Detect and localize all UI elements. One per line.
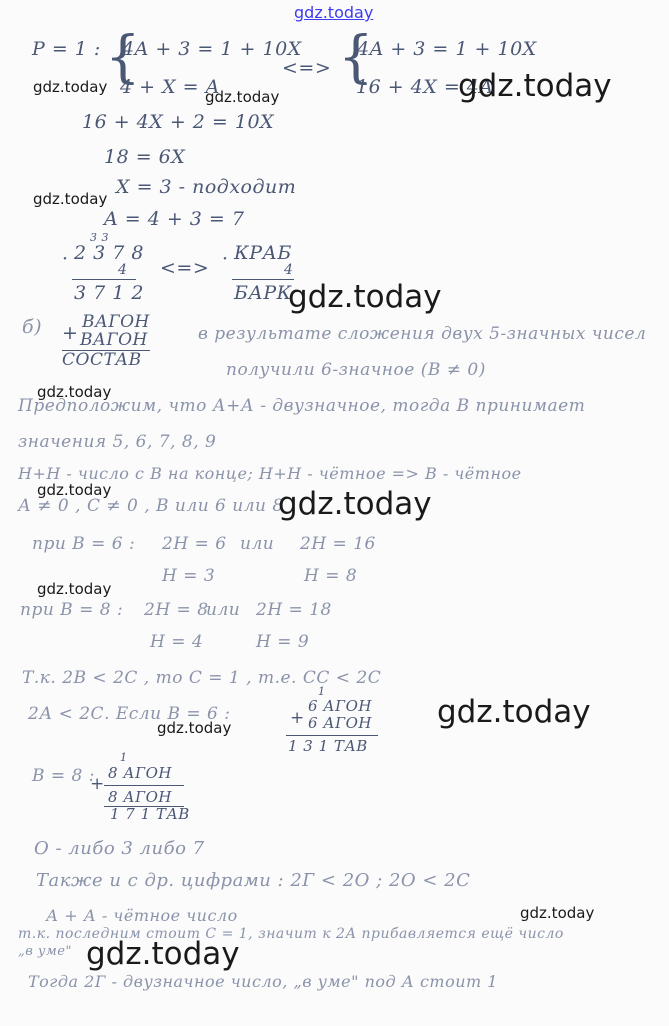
paragraph-since: т.к. последним стоит С = 1, значит к 2А прибавляется ещё число bbox=[18, 926, 564, 942]
watermark-top: gdz.today bbox=[294, 3, 374, 22]
column-top: ВАГОН bbox=[82, 312, 150, 332]
brace-right-system: { bbox=[338, 25, 374, 90]
paragraph-4: А ≠ 0 , С ≠ 0 , В или 6 или 8 bbox=[18, 496, 284, 516]
equation-line-3: 18 = 6X bbox=[104, 146, 186, 168]
paragraph-o: О - либо 3 либо 7 bbox=[34, 838, 205, 859]
sum-b6-row2: 6 АГОН bbox=[308, 714, 372, 732]
equation-line-4: X = 3 - подходит bbox=[116, 176, 297, 198]
case-b6-eq2: 2Н = 16 bbox=[300, 534, 376, 554]
column-mid: ВАГОН bbox=[80, 330, 148, 350]
mult2-bottom: БАРК bbox=[234, 282, 292, 304]
case-b8-label: при В = 8 : bbox=[20, 600, 124, 620]
watermark-6: gdz.today bbox=[37, 383, 112, 401]
part-b-label: б) bbox=[22, 316, 43, 338]
case-b8-h2: Н = 9 bbox=[256, 632, 310, 652]
mult1-multiplier: 4 bbox=[118, 262, 128, 278]
column-note-2: получили 6-значное (В ≠ 0) bbox=[226, 360, 486, 380]
paragraph-even: А + А - чётное число bbox=[46, 906, 238, 925]
system-eq-2: 4 + X = A bbox=[120, 76, 220, 98]
sum-b8-row3: 1 7 1 ТАВ bbox=[110, 805, 190, 823]
column-note-1: в результате сложения двух 5-значных чисел bbox=[198, 324, 647, 344]
watermark-13: gdz.today bbox=[86, 936, 240, 972]
watermark-12: gdz.today bbox=[520, 904, 595, 922]
mult2-bar bbox=[232, 279, 294, 280]
watermark-7: gdz.today bbox=[37, 481, 112, 499]
sum-b6-bar bbox=[286, 735, 378, 736]
watermark-3: gdz.today bbox=[458, 68, 612, 104]
paragraph-then: Тогда 2Г - двузначное число, „в уме" под А стоит 1 bbox=[28, 972, 498, 991]
paragraph-2a: 2А < 2С. Если В = 6 : bbox=[28, 704, 231, 724]
watermark-5: gdz.today bbox=[288, 279, 442, 315]
sum-b8-row2: 8 АГОН bbox=[108, 788, 172, 806]
paragraph-also: Также и с др. цифрами : 2Г < 2О ; 2О < 2С bbox=[36, 870, 471, 891]
case-b6-eq1: 2Н = 6 bbox=[162, 534, 227, 554]
watermark-9: gdz.today bbox=[37, 580, 112, 598]
watermark-11: gdz.today bbox=[437, 694, 591, 730]
sum-b8-bar-1 bbox=[104, 785, 184, 786]
paragraph-2: значения 5, 6, 7, 8, 9 bbox=[18, 432, 217, 452]
mult2-multiplier: 4 bbox=[284, 262, 294, 278]
mult2-top: КРАБ bbox=[234, 242, 292, 264]
column-plus: + bbox=[62, 322, 79, 344]
mult1-bar bbox=[72, 279, 136, 280]
system-eq-1: 4A + 3 = 1 + 10X bbox=[122, 38, 302, 60]
paragraph-1: Предположим, что А+А - двузначное, тогда В принимает bbox=[18, 396, 586, 416]
case-b8-or: или bbox=[206, 600, 241, 620]
case-b6-h1: Н = 3 bbox=[162, 566, 216, 586]
sum-b8-row1: 8 АГОН bbox=[108, 764, 172, 782]
sum-b6-row3: 1 3 1 ТАВ bbox=[288, 737, 368, 755]
equivalence-arrow: <=> bbox=[282, 57, 332, 79]
watermark-8: gdz.today bbox=[278, 486, 432, 522]
watermark-4: gdz.today bbox=[33, 190, 108, 208]
case-b8-eq2: 2Н = 18 bbox=[256, 600, 332, 620]
equation-line-2: 16 + 4X + 2 = 10X bbox=[82, 111, 275, 133]
sum-b6-carry: 1 bbox=[318, 685, 326, 698]
paragraph-tk: Т.к. 2В < 2С , то С = 1 , т.е. СС < 2С bbox=[22, 668, 382, 688]
mult-equivalence: <=> bbox=[160, 257, 210, 279]
sum-b8-plus: + bbox=[90, 774, 105, 794]
case-b6-label: при В = 6 : bbox=[32, 534, 136, 554]
watermark-10: gdz.today bbox=[157, 719, 232, 737]
brace-left-system: { bbox=[105, 25, 141, 90]
mult1-bottom: 3 7 1 2 bbox=[74, 282, 144, 304]
line-p-equals-1: P = 1 : bbox=[32, 38, 101, 60]
case-b8-eq1: 2Н = 8 bbox=[144, 600, 209, 620]
system-eq-3: 4A + 3 = 1 + 10X bbox=[357, 38, 537, 60]
mult1-dot: · bbox=[62, 248, 69, 270]
case-b6-h2: Н = 8 bbox=[304, 566, 358, 586]
mult1-carry: 3 3 bbox=[90, 231, 109, 244]
paragraph-in-mind: „в уме" bbox=[18, 944, 72, 959]
equation-line-5: A = 4 + 3 = 7 bbox=[104, 208, 245, 230]
case-b8-h1: Н = 4 bbox=[150, 632, 204, 652]
system-eq-4: 16 + 4X = 4A bbox=[356, 76, 494, 98]
sum-b8-carry: 1 bbox=[120, 751, 128, 764]
paragraph-3: Н+Н - число с В на конце; Н+Н - чётное => В - чётное bbox=[18, 464, 522, 483]
case-b6-or: или bbox=[240, 534, 275, 554]
mult2-dot: · bbox=[222, 248, 229, 270]
mult1-top: 2 3 7 8 bbox=[74, 242, 144, 264]
column-bottom: СОСТАВ bbox=[62, 350, 142, 370]
sum-b6-plus: + bbox=[290, 708, 305, 728]
sum-b6-row1: 6 АГОН bbox=[308, 697, 372, 715]
watermark-1: gdz.today bbox=[33, 78, 108, 96]
case-b8-sum-label: В = 8 : bbox=[32, 766, 95, 786]
watermark-2: gdz.today bbox=[205, 88, 280, 106]
